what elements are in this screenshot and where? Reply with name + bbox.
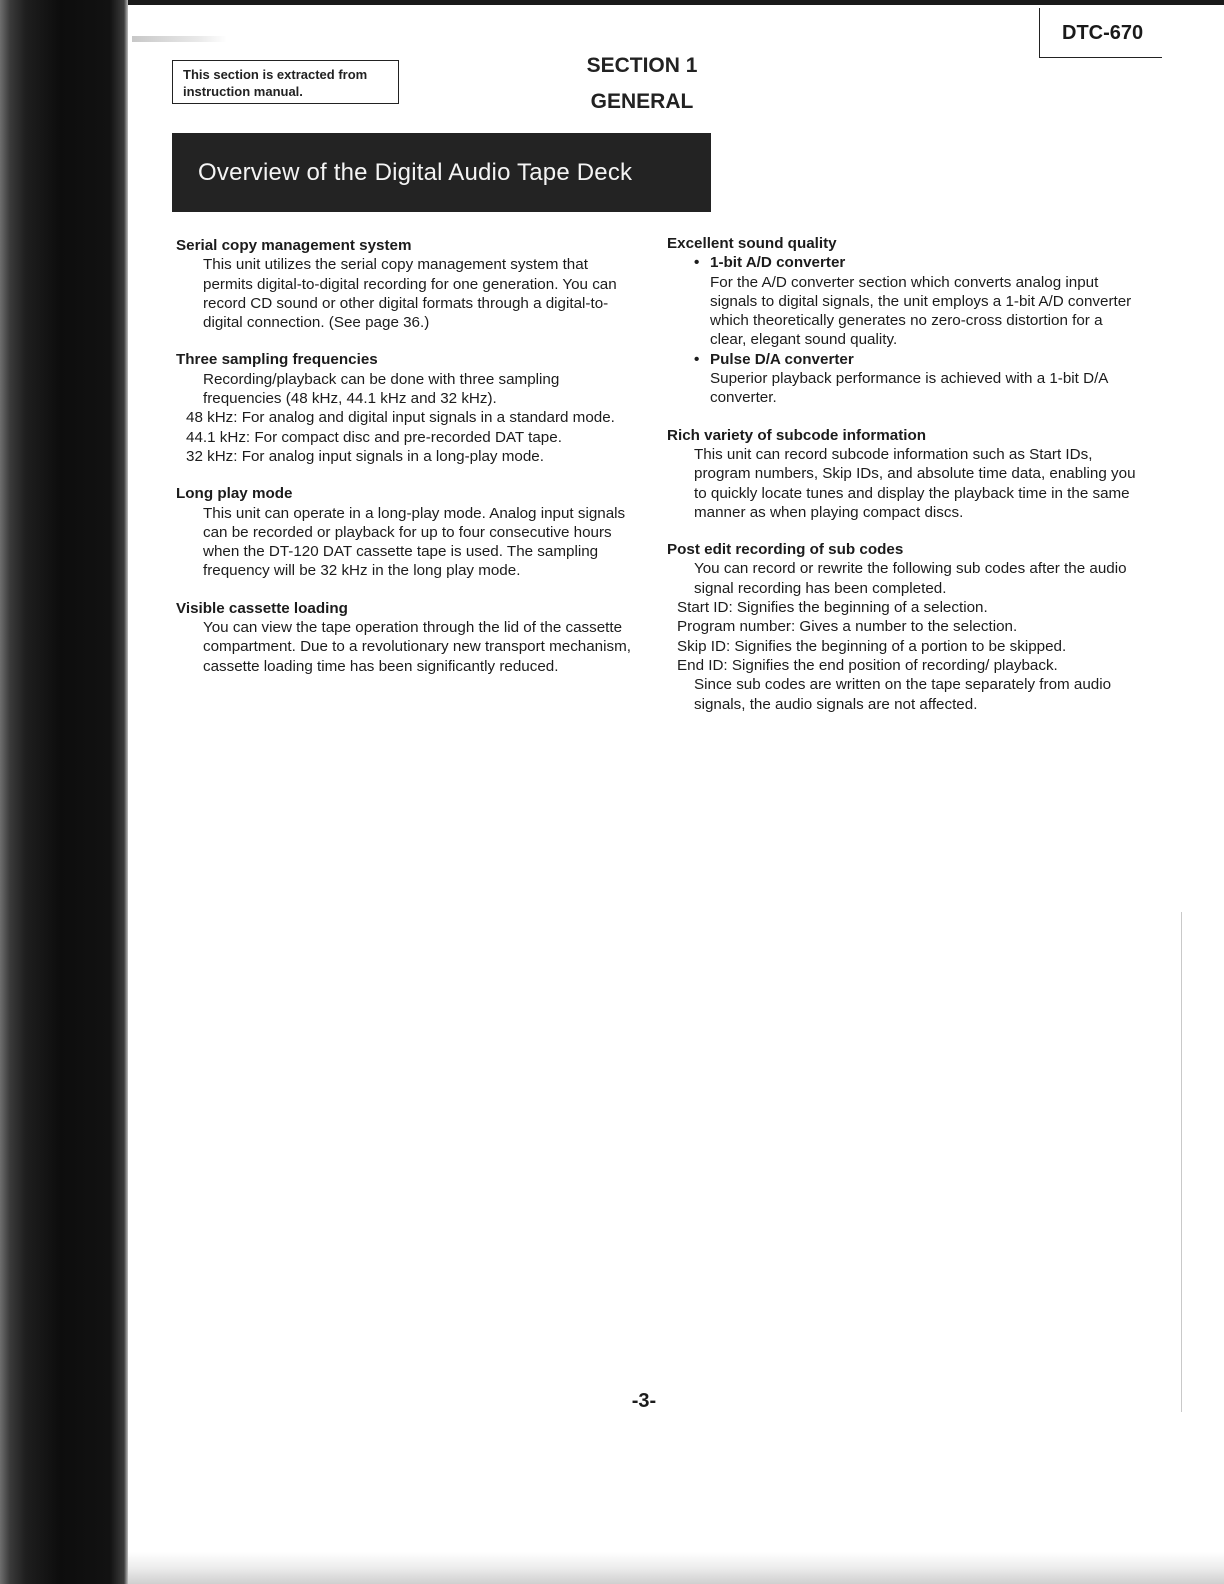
bullet-icon: • [694, 350, 700, 368]
scan-smudge [132, 36, 227, 42]
feature-footer: Since sub codes are written on the tape separately from audio signals, the audio signals are not affected. [694, 676, 1112, 713]
feature-body: Recording/playback can be done with three sampling frequencies (48 kHz, 44.1 kHz and 32 kHz). [203, 370, 560, 408]
subcode-item: Start ID: Signifies the beginning of a selection. [677, 599, 988, 617]
page-number: -3- [631, 1390, 657, 1412]
subcode-item: Program number: Gives a number to the selection. [677, 618, 1018, 636]
extract-notice: This section is extracted from instruction manual. [172, 60, 399, 104]
sampling-item: 48 kHz: For analog and digital input signals in a standard mode. [186, 409, 615, 427]
feature-long-play [176, 484, 636, 580]
feature-heading: Long play mode [176, 485, 293, 503]
feature-subcode [667, 426, 1137, 522]
feature-body: You can record or rewrite the following sub codes after the audio signal recording has been completed. [694, 560, 1127, 597]
scan-edge-line [1181, 912, 1182, 1412]
top-rule [128, 0, 1224, 5]
feature-body: You can view the tape operation through the lid of the cassette compartment. Due to a revolutionary new transport mechanism, cassette loading time has been significantly reduced. [203, 619, 631, 675]
feature-sound-quality [667, 234, 1137, 408]
bullet-icon: • [694, 254, 700, 272]
sub-feature-body: Superior playback performance is achieved with a 1-bit D/A converter. [710, 370, 1108, 407]
feature-heading: Excellent sound quality [667, 235, 837, 252]
feature-body: This unit can operate in a long-play mode. Analog input signals can be recorded or playback for up to four consecutive hours when the DT-120 DAT cassette tape is used. The sampling frequency will be 32 kHz in the long play mode. [203, 504, 626, 580]
sampling-item: 44.1 kHz: For compact disc and pre-recorded DAT tape. [186, 428, 562, 446]
feature-serial-copy [176, 236, 636, 332]
sub-feature [667, 350, 1137, 408]
feature-cassette-loading [176, 599, 636, 676]
sampling-item: 32 kHz: For analog input signals in a long-play mode. [186, 447, 544, 465]
feature-sampling [176, 350, 636, 466]
section-title: GENERAL [590, 90, 694, 113]
sub-feature-body: For the A/D converter section which converts analog input signals to digital signals, the unit employs a 1-bit A/D converter which theoretically generates no zero-cross distortion for a clear, elegant sound quality. [710, 273, 1132, 349]
feature-body: This unit can record subcode information such as Start IDs, program numbers, Skip IDs, and absolute time data, enabling you to quickly locate tunes and display the playback time in the same manner as when playing compact discs. [694, 445, 1136, 521]
feature-heading: Visible cassette loading [176, 599, 348, 617]
right-column [667, 234, 1137, 732]
sub-feature-title: 1-bit A/D converter [710, 254, 846, 272]
feature-post-edit [667, 540, 1137, 714]
feature-body: This unit utilizes the serial copy management system that permits digital-to-digital recording for one generation. You can record CD sound or other digital formats through a digital-to-digital connection. (See page 36.) [203, 256, 617, 332]
left-column [176, 236, 636, 694]
feature-heading: Rich variety of subcode information [667, 426, 927, 444]
subcode-item: End ID: Signifies the end position of recording/ playback. [677, 656, 1058, 674]
section-number: SECTION 1 [586, 54, 698, 77]
scan-bottom-shadow [128, 1552, 1224, 1584]
subcode-item: Skip ID: Signifies the beginning of a portion to be skipped. [677, 637, 1067, 655]
overview-banner: Overview of the Digital Audio Tape Deck [172, 133, 711, 212]
feature-heading: Serial copy management system [176, 237, 412, 254]
sub-feature [667, 253, 1137, 349]
scanned-binding-edge [0, 0, 128, 1584]
sub-feature-title: Pulse D/A converter [710, 350, 854, 368]
feature-heading: Three sampling frequencies [176, 351, 378, 369]
model-code: DTC-670 [1062, 22, 1144, 44]
feature-heading: Post edit recording of sub codes [667, 541, 904, 559]
